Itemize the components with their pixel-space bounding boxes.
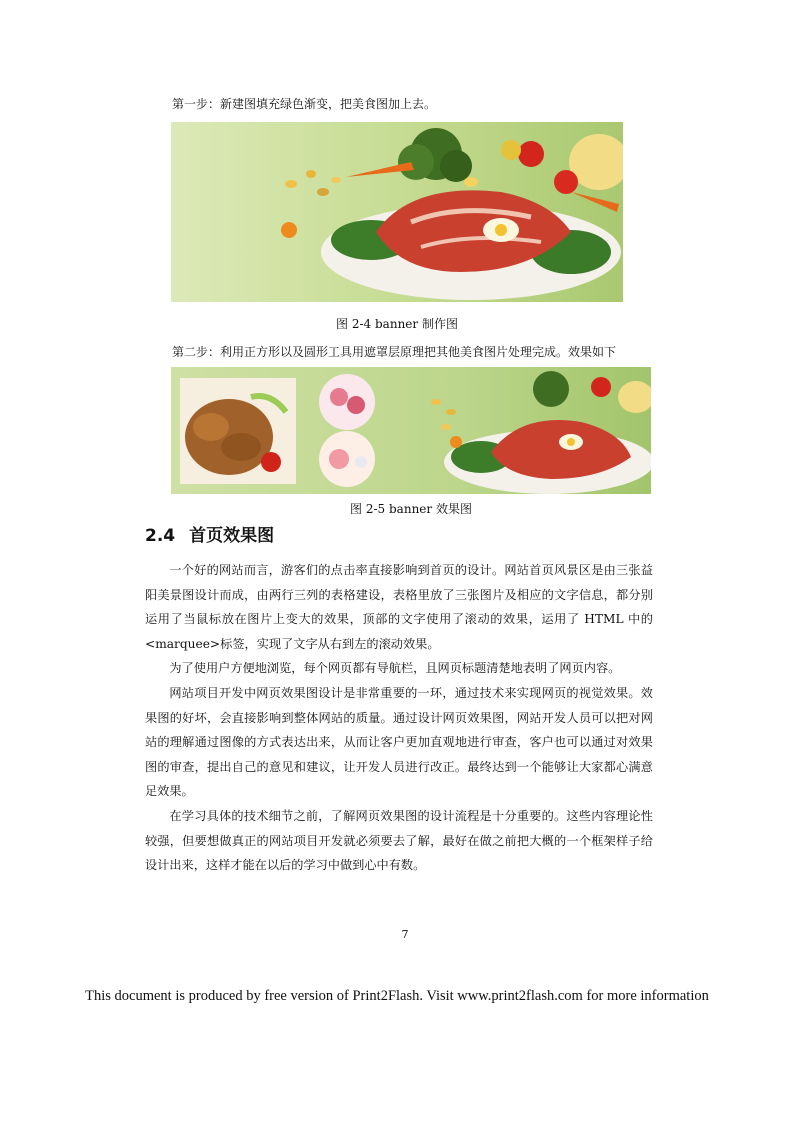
print2flash-footer: This document is produced by free version of Print2Flash. Visit www.print2flash.com for more information [85,988,709,1004]
banner-result-illustration [171,367,651,494]
body-text [145,558,653,878]
section-number: 2.4 [145,526,176,546]
step-one-text: 第一步：新建图填充绿色渐变，把美食图加上去。 [172,97,437,111]
paragraph: 在学习具体的技术细节之前，了解网页效果图的设计流程是十分重要的。这些内容理论性较强，但要想做真正的网站项目开发就必须要去了解，最好在做之前把大概的一个框架样子给设计出来，这样才能在以后的学习中做到心中有数。 [145,808,653,873]
paragraph: 一个好的网站而言，游客们的点击率直接影响到首页的设计。网站首页风景区是由三张益阳美景图设计而成，由两行三列的表格建设，表格里放了三张图片及相应的文字信息，都分别运用了当鼠标放在图片上变大的效果，顶部的文字使用了滚动的效果，运用了 HTML 中的<marquee>标签，实现了文字从右到左的滚动效果。 [145,563,653,651]
section-heading [145,525,274,547]
banner-draft-illustration [171,122,623,302]
figure-2-5-caption: 图 2-5 banner 效果图 [350,502,472,516]
banner-result-image [171,367,651,494]
page-number: 7 [401,928,409,941]
banner-draft-image [171,122,623,302]
section-title: 首页效果图 [189,526,275,546]
paragraph: 网站项目开发中网页效果图设计是非常重要的一环，通过技术来实现网页的视觉效果。效果图的好坏，会直接影响到整体网站的质量。通过设计网页效果图，网站开发人员可以把对网站的理解通过图像的方式表达出来，从而让客户更加直观地进行审查，客户也可以通过对效果图的审查，提出自己的意见和建议，让开发人员进行改正。最终达到一个能够让大家都心满意足效果。 [145,685,653,799]
step-two-text: 第二步：利用正方形以及圆形工具用遮罩层原理把其他美食图片处理完成。效果如下 [172,345,617,359]
figure-2-4-caption: 图 2-4 banner 制作图 [336,317,458,331]
paragraph: 为了使用户方便地浏览，每个网页都有导航栏，且网页标题清楚地表明了网页内容。 [169,661,621,676]
